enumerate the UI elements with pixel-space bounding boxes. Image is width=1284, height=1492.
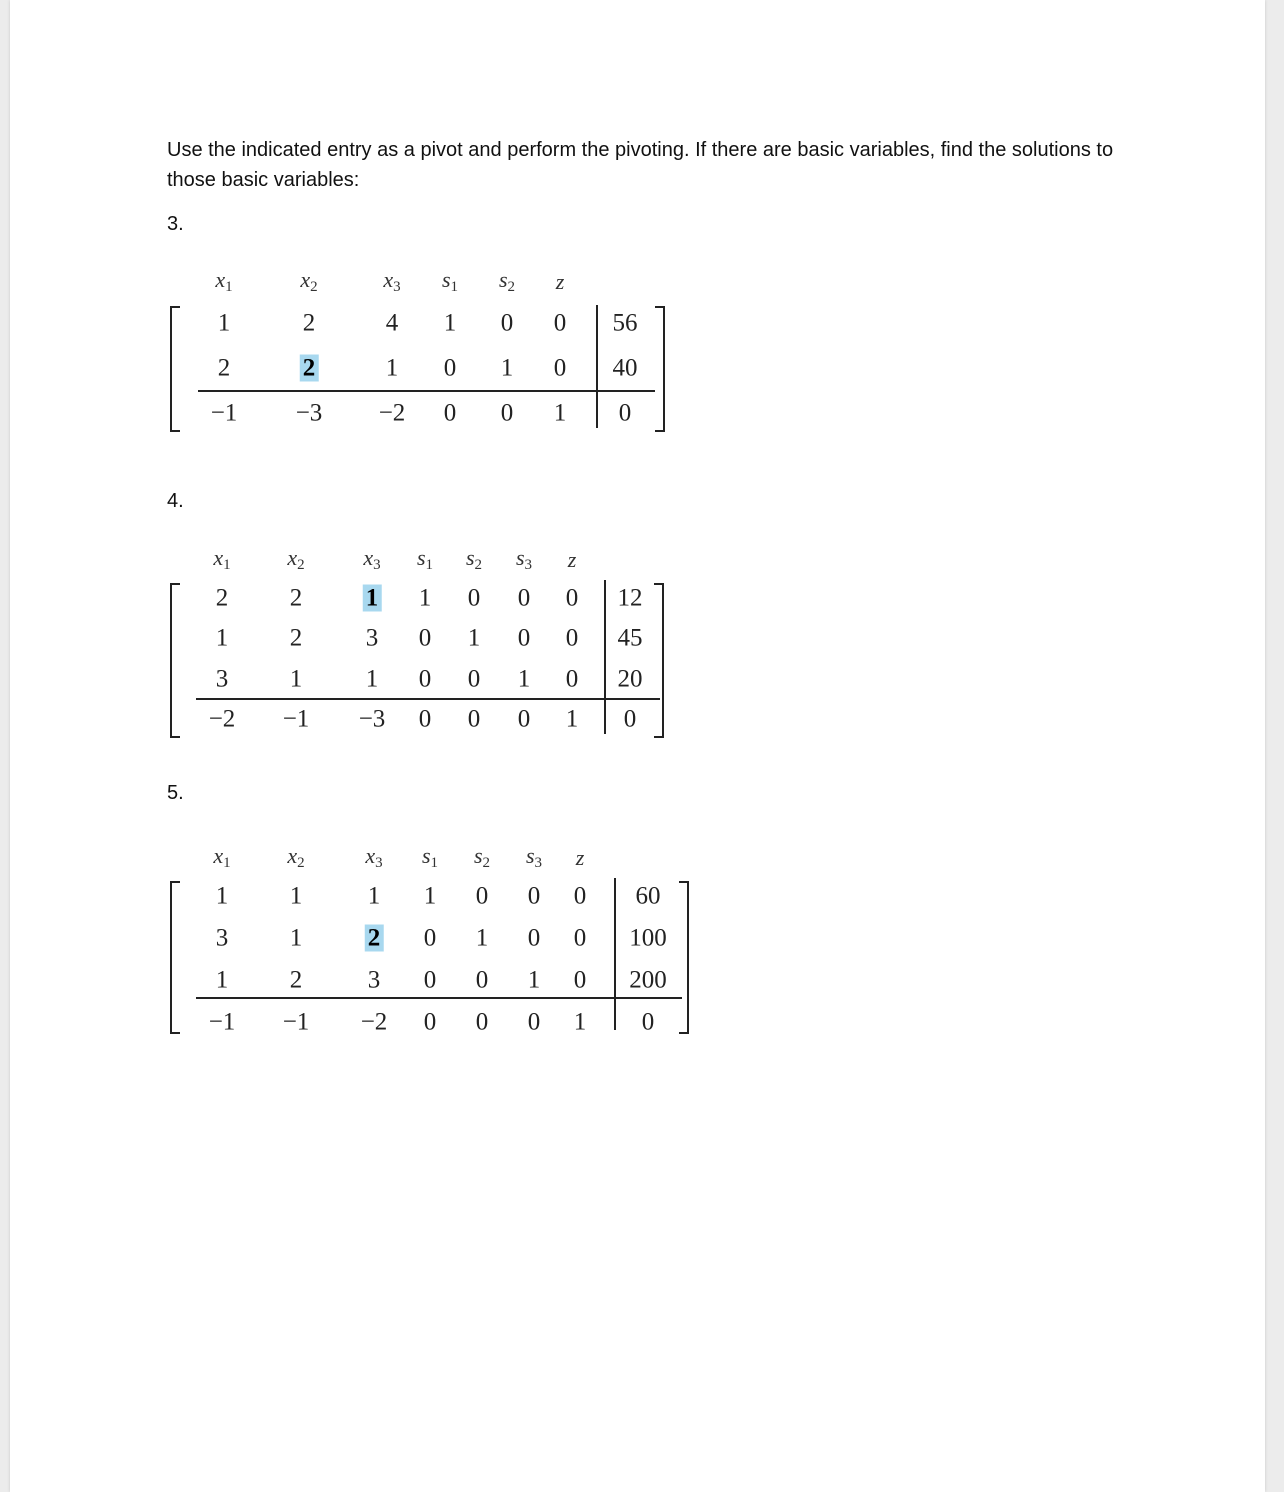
rhs-cell: 12 [617, 584, 643, 612]
header-subscript: 3 [373, 557, 381, 573]
column-header: $s_2$ [465, 545, 483, 573]
matrix-cell: 0 [573, 966, 587, 994]
header-subscript: 3 [524, 557, 533, 573]
matrix-cell: 1 [289, 665, 303, 693]
matrix-cell: 0 [527, 1008, 541, 1036]
matrix-cell: 1 [215, 966, 229, 994]
matrix-cell: 1 [443, 309, 457, 337]
rhs-cell: 0 [618, 399, 632, 427]
matrix-cell: −1 [282, 705, 310, 733]
matrix-cell: 1 [517, 665, 531, 693]
matrix-cell: 1 [527, 966, 541, 994]
column-header: $x_3$ [365, 843, 383, 871]
header-subscript: 1 [223, 855, 231, 871]
matrix-cell: 0 [423, 1008, 437, 1036]
matrix-cell: −2 [208, 705, 236, 733]
column-header: z [567, 547, 577, 572]
matrix-cell: 2 [215, 584, 229, 612]
matrix-cell: −1 [282, 1008, 310, 1036]
header-subscript: 1 [450, 279, 459, 295]
matrix-cell: −2 [360, 1008, 388, 1036]
rhs-cell: 0 [641, 1008, 655, 1036]
matrix-cell: −3 [295, 399, 323, 427]
matrix-cell: 0 [500, 399, 514, 427]
matrix-cell: −3 [358, 705, 386, 733]
matrix-cell: 3 [215, 924, 229, 952]
matrix-cell: 2 [289, 584, 303, 612]
header-subscript: 2 [310, 279, 318, 295]
matrix-cell: 1 [289, 882, 303, 910]
header-subscript: 3 [375, 855, 383, 871]
matrix-cell: 0 [418, 665, 432, 693]
rhs-cell: 200 [629, 966, 667, 994]
column-header: $x_2$ [287, 843, 305, 871]
header-subscript: 2 [507, 279, 516, 295]
problem-5-number: 5. [167, 782, 184, 804]
rhs-cell: 60 [635, 882, 661, 910]
column-header: $x_3$ [363, 545, 381, 573]
matrix-cell: 1 [365, 665, 379, 693]
objective-row-divider [196, 997, 682, 999]
matrix-cell: 1 [500, 354, 514, 382]
matrix-cell: 3 [367, 966, 381, 994]
header-subscript: 1 [225, 279, 233, 295]
matrix-cell: 1 [217, 309, 231, 337]
rhs-cell: 40 [612, 354, 638, 382]
matrix-cell: 0 [565, 624, 579, 652]
matrix-cell: 2 [217, 354, 231, 382]
augment-separator [614, 878, 616, 1030]
left-bracket [170, 306, 180, 432]
matrix-cell: 0 [467, 705, 481, 733]
column-header: $x_1$ [213, 843, 231, 871]
header-subscript: 3 [534, 855, 543, 871]
matrix-cell: 1 [565, 705, 579, 733]
matrix-cell: 0 [423, 966, 437, 994]
column-header: $s_3$ [525, 843, 543, 871]
objective-row-divider [196, 698, 660, 700]
matrix-cell: 0 [553, 354, 567, 382]
matrix-cell: 0 [517, 584, 531, 612]
column-header: $x_1$ [213, 545, 231, 573]
left-bracket [170, 881, 180, 1034]
matrix-cell: 0 [443, 399, 457, 427]
column-header: $s_1$ [441, 267, 459, 295]
matrix-cell: 3 [365, 624, 379, 652]
rhs-cell: 100 [629, 924, 667, 952]
matrix-cell: 2 [289, 966, 303, 994]
matrix-cell: 1 [289, 924, 303, 952]
rhs-cell: 20 [617, 665, 643, 693]
matrix-cell: 1 [553, 399, 567, 427]
matrix-cell: 4 [385, 309, 399, 337]
matrix-cell: −1 [208, 1008, 236, 1036]
column-header: $s_2$ [498, 267, 516, 295]
matrix-cell: 1 [367, 882, 381, 910]
header-subscript: 1 [223, 557, 231, 573]
column-header: $x_3$ [383, 267, 401, 295]
header-subscript: 2 [297, 557, 305, 573]
matrix-cell: 0 [565, 584, 579, 612]
matrix-cell: 0 [565, 665, 579, 693]
column-header: $s_1$ [416, 545, 434, 573]
header-subscript: 2 [297, 855, 305, 871]
document-page [10, 0, 1265, 1492]
augment-separator [596, 305, 598, 428]
matrix-cell: 1 [475, 924, 489, 952]
problem-4-number: 4. [167, 490, 184, 512]
pivot-cell: 2 [300, 355, 319, 382]
column-header: $s_1$ [421, 843, 439, 871]
matrix-cell: 1 [385, 354, 399, 382]
matrix-cell: 1 [418, 584, 432, 612]
matrix-cell: 0 [418, 705, 432, 733]
matrix-cell: 0 [500, 309, 514, 337]
matrix-cell: 1 [215, 624, 229, 652]
matrix-cell: 3 [215, 665, 229, 693]
objective-row-divider [198, 390, 655, 392]
pivot-cell: 2 [365, 925, 384, 952]
matrix-cell: 2 [289, 624, 303, 652]
matrix-cell: 0 [517, 624, 531, 652]
problem-3-number: 3. [167, 213, 184, 235]
matrix-cell: 0 [517, 705, 531, 733]
header-subscript: 1 [425, 557, 434, 573]
column-header: $x_1$ [215, 267, 233, 295]
column-header: z [555, 269, 565, 294]
pivot-cell: 1 [363, 585, 382, 612]
column-header: $x_2$ [300, 267, 318, 295]
matrix-cell: 0 [475, 1008, 489, 1036]
matrix-cell: 0 [553, 309, 567, 337]
right-bracket [655, 306, 665, 432]
matrix-cell: 0 [573, 924, 587, 952]
matrix-cell: −1 [210, 399, 238, 427]
matrix-cell: 0 [443, 354, 457, 382]
right-bracket [679, 881, 689, 1034]
column-header: z [575, 845, 585, 870]
instructions-text: Use the indicated entry as a pivot and perform the pivoting. If there are basic variables, find the solutions to those basic variables: [167, 139, 1114, 191]
rhs-cell: 45 [617, 624, 643, 652]
matrix-cell: 0 [475, 966, 489, 994]
matrix-cell: 1 [423, 882, 437, 910]
header-subscript: 3 [393, 279, 401, 295]
header-subscript: 1 [430, 855, 439, 871]
matrix-cell: 0 [527, 924, 541, 952]
matrix-cell: 1 [573, 1008, 587, 1036]
matrix-cell: 0 [573, 882, 587, 910]
augment-separator [604, 580, 606, 734]
matrix-cell: 0 [527, 882, 541, 910]
matrix-cell: 1 [215, 882, 229, 910]
matrix-cell: 0 [423, 924, 437, 952]
column-header: $s_3$ [515, 545, 533, 573]
matrix-cell: 0 [467, 665, 481, 693]
left-bracket [170, 583, 180, 738]
matrix-cell: 0 [467, 584, 481, 612]
column-header: $x_2$ [287, 545, 305, 573]
matrix-cell: −2 [378, 399, 406, 427]
matrix-cell: 0 [475, 882, 489, 910]
matrix-cell: 1 [467, 624, 481, 652]
column-header: $s_2$ [473, 843, 491, 871]
rhs-cell: 0 [623, 705, 637, 733]
right-bracket [654, 583, 664, 738]
header-subscript: 2 [474, 557, 483, 573]
header-subscript: 2 [482, 855, 491, 871]
rhs-cell: 56 [612, 309, 638, 337]
matrix-cell: 2 [302, 309, 316, 337]
matrix-cell: 0 [418, 624, 432, 652]
